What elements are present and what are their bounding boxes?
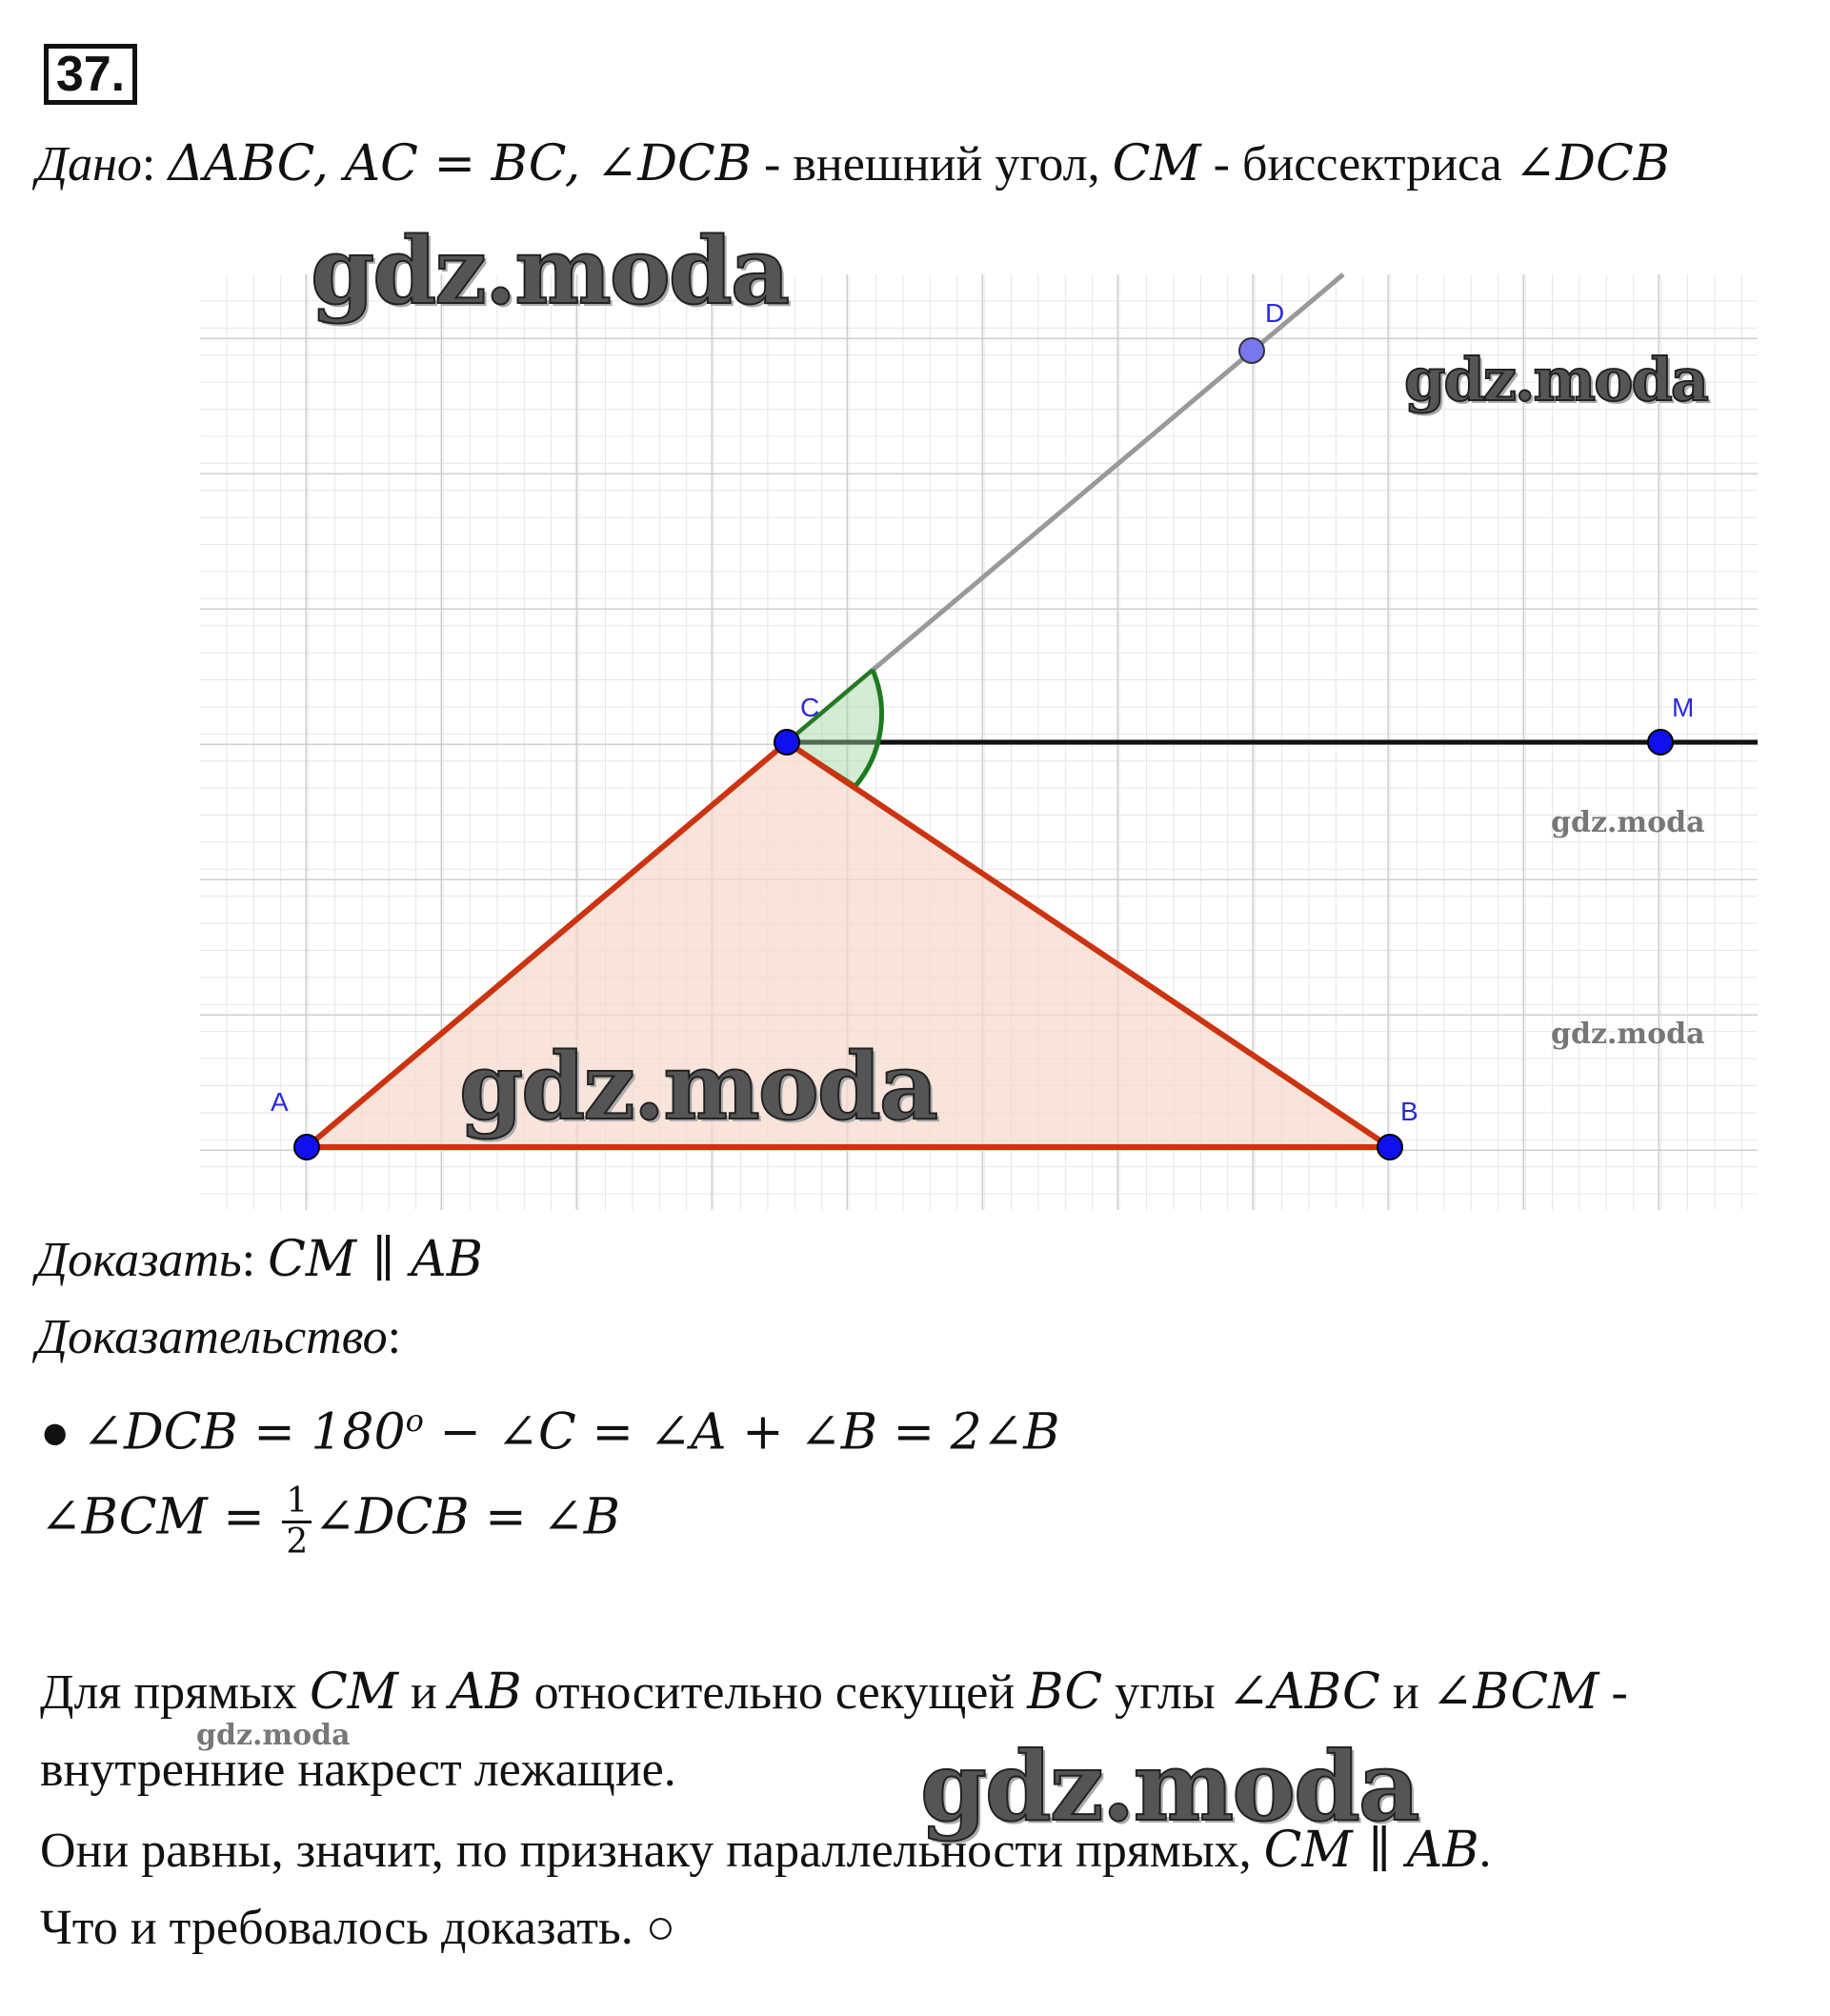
point-c — [774, 730, 799, 755]
label-a: A — [271, 1087, 289, 1117]
point-b — [1378, 1135, 1402, 1159]
p3-text-b: . — [1478, 1824, 1492, 1878]
p1-text-f: - — [1599, 1665, 1628, 1720]
eq1-main: ∠DCB = 180 — [82, 1403, 406, 1462]
proof-eq-1 — [40, 1402, 1060, 1461]
p1-math-bcm: ∠BCM — [1431, 1663, 1599, 1721]
watermark-1: gdz.moda — [311, 217, 789, 325]
p1-text-e: и — [1379, 1665, 1432, 1720]
paragraph-line-4: Что и требовалось доказать. ○ — [40, 1901, 676, 1955]
prove-math: CM ∥ AB — [268, 1231, 483, 1288]
p1-math-cm: CM — [309, 1663, 398, 1721]
label-m: M — [1672, 693, 1695, 722]
p1-text-c: относительно секущей — [521, 1665, 1028, 1720]
given-math-1: ΔABC, AC = BC, ∠DCB — [168, 135, 753, 192]
watermark-7: gdz.moda — [920, 1730, 1418, 1843]
eq2-left: ∠BCM = — [40, 1488, 281, 1546]
given-text-2: - биссектриса — [1213, 137, 1515, 192]
prove-label: Доказать — [36, 1233, 242, 1287]
label-b: B — [1400, 1097, 1418, 1126]
paragraph-line-1 — [40, 1663, 1628, 1721]
point-a — [294, 1135, 319, 1159]
watermark-5: gdz.moda — [459, 1033, 937, 1140]
p3-math: CM ∥ AB — [1263, 1822, 1479, 1879]
given-math-3: ∠DCB — [1514, 135, 1670, 192]
paragraph-line-2: внутренние накрест лежащие. — [40, 1743, 676, 1797]
point-d — [1239, 338, 1264, 363]
p1-math-bc: BC — [1027, 1663, 1103, 1721]
given-line: Дано: ΔABC, AC = BC, ∠DCB - внешний угол, CM - биссектриса ∠DCB — [36, 135, 1670, 192]
given-label: Дано — [36, 137, 142, 192]
label-d: D — [1265, 298, 1285, 328]
paragraph-line-3 — [40, 1822, 1492, 1879]
eq1-sup: o — [405, 1402, 424, 1439]
eq2-denominator: 2 — [286, 1522, 309, 1562]
label-c: C — [800, 693, 820, 722]
watermark-2: gdz.moda — [1404, 345, 1707, 414]
proof-heading: Доказательство: — [36, 1310, 402, 1364]
p1-text-b: и — [397, 1665, 450, 1720]
eq2-right: ∠DCB = ∠B — [313, 1488, 621, 1546]
p1-text-a: Для прямых — [40, 1665, 310, 1720]
watermark-6: gdz.moda — [196, 1719, 351, 1752]
p1-text-d: углы — [1102, 1665, 1228, 1720]
problem-number: 37. — [44, 44, 137, 105]
proof-bullet: ● — [40, 1405, 70, 1461]
given-math-2: CM — [1112, 135, 1201, 192]
eq1-rest: − ∠C = ∠A + ∠B = 2∠B — [423, 1403, 1060, 1462]
eq2-numerator: 1 — [282, 1482, 312, 1523]
proof-eq-2 — [40, 1482, 620, 1562]
p1-math-abc: ∠ABC — [1227, 1663, 1380, 1721]
proof-label: Доказательство — [36, 1310, 388, 1364]
p3-text-a: Они равны, значит, по признаку параллельности прямых, — [40, 1824, 1264, 1878]
watermark-3: gdz.moda — [1551, 806, 1705, 839]
given-text-1: - внешний угол, — [764, 137, 1113, 192]
prove-line: Доказать: CM ∥ AB — [36, 1231, 483, 1288]
point-m — [1648, 730, 1673, 755]
p1-math-ab: AB — [449, 1663, 522, 1721]
eq2-fraction — [282, 1482, 312, 1562]
watermark-4: gdz.moda — [1551, 1018, 1705, 1051]
